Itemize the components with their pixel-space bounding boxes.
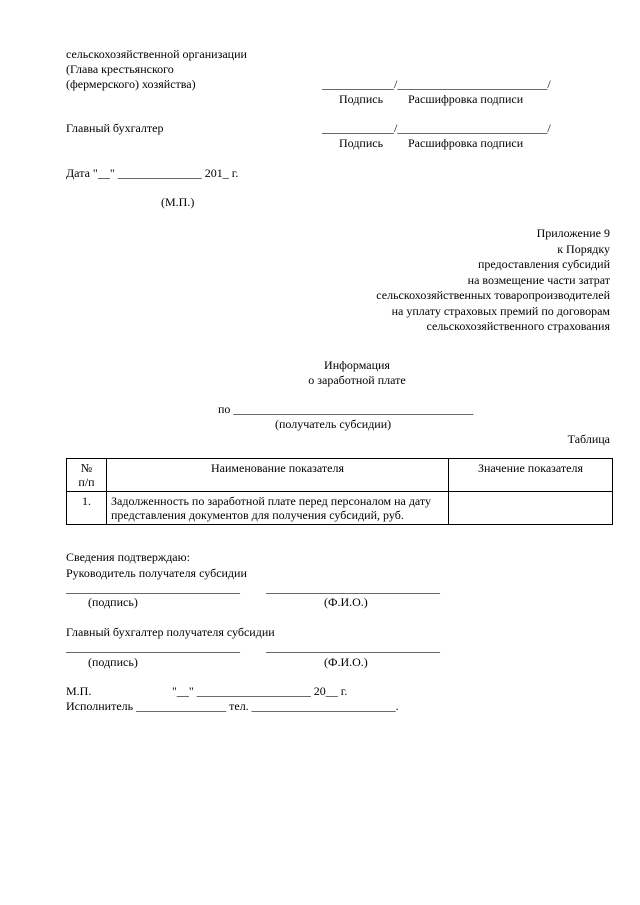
appendix-line: предоставления субсидий xyxy=(477,257,610,271)
accountant-signature-caption: Подпись xyxy=(339,136,384,150)
recipient-caption: (получатель субсидии) xyxy=(275,417,392,431)
document-subtitle: о заработной плате xyxy=(308,373,406,387)
cell-number: 1. xyxy=(67,492,107,525)
head-signature-line[interactable]: _____________________________ xyxy=(66,581,240,595)
footer-date-line[interactable]: "__" ___________________ 20__ г. xyxy=(172,684,348,698)
appendix-line: к Порядку xyxy=(557,241,610,256)
recipient-field[interactable]: по ________________________________________ xyxy=(218,402,474,416)
stamp-placeholder: (М.П.) xyxy=(161,195,195,209)
chief-accountant-signature-line[interactable]: _____________________________ xyxy=(66,640,240,654)
appendix-line: на возмещение части затрат xyxy=(467,272,610,287)
chief-accountant-name-caption: (Ф.И.О.) xyxy=(324,655,368,669)
stamp-label: М.П. xyxy=(66,684,92,698)
head-signature-caption-bottom: (подпись) xyxy=(88,595,138,609)
head-of-recipient-label: Руководитель получателя субсидии xyxy=(66,566,247,580)
org-label-line2: (Глава крестьянского xyxy=(66,62,174,76)
table-label: Таблица xyxy=(567,432,610,446)
executor-line[interactable]: Исполнитель _______________ тел. ________________________. xyxy=(66,699,399,713)
head-signature-caption: Подпись xyxy=(339,92,384,106)
org-label-line3: (фермерского) хозяйства) xyxy=(66,77,196,91)
table-header-row xyxy=(67,459,613,492)
confirm-label: Сведения подтверждаю: xyxy=(66,550,190,564)
appendix-line: сельскохозяйственного страхования xyxy=(426,319,610,333)
column-header-indicator: Наименование показателя xyxy=(107,459,449,492)
head-name-line[interactable]: _____________________________ xyxy=(266,581,440,595)
accountant-signature-decode-caption: Расшифровка подписи xyxy=(408,136,524,150)
appendix-line: Приложение 9 xyxy=(536,226,610,240)
org-label-line1: сельскохозяйственной организации xyxy=(66,47,247,61)
head-signature-decode-caption: Расшифровка подписи xyxy=(408,92,524,106)
table-row xyxy=(67,492,613,525)
chief-accountant-name-line[interactable]: _____________________________ xyxy=(266,640,440,654)
accountant-label: Главный бухгалтер xyxy=(66,121,164,135)
column-header-value: Значение показателя xyxy=(449,459,613,492)
chief-accountant-signature-caption: (подпись) xyxy=(88,655,138,669)
appendix-line: на уплату страховых премий по договорам xyxy=(391,303,610,318)
cell-indicator-value[interactable] xyxy=(449,492,613,525)
appendix-block xyxy=(290,226,610,335)
accountant-signature-blank[interactable]: ____________/_________________________/ xyxy=(322,121,551,135)
head-name-caption: (Ф.И.О.) xyxy=(324,595,368,609)
chief-accountant-label: Главный бухгалтер получателя субсидии xyxy=(66,625,275,639)
document-title: Информация xyxy=(324,358,390,372)
date-line[interactable]: Дата "__" ______________ 201_ г. xyxy=(66,166,239,180)
column-header-number: № п/п xyxy=(67,459,107,492)
head-signature-blank[interactable]: ____________/_________________________/ xyxy=(322,77,551,91)
salary-info-table xyxy=(66,458,613,525)
appendix-line: сельскохозяйственных товаропроизводителей xyxy=(376,288,610,302)
cell-indicator-name: Задолженность по заработной плате перед персоналом на дату представления документов для получения субсидий, руб. xyxy=(107,492,449,525)
